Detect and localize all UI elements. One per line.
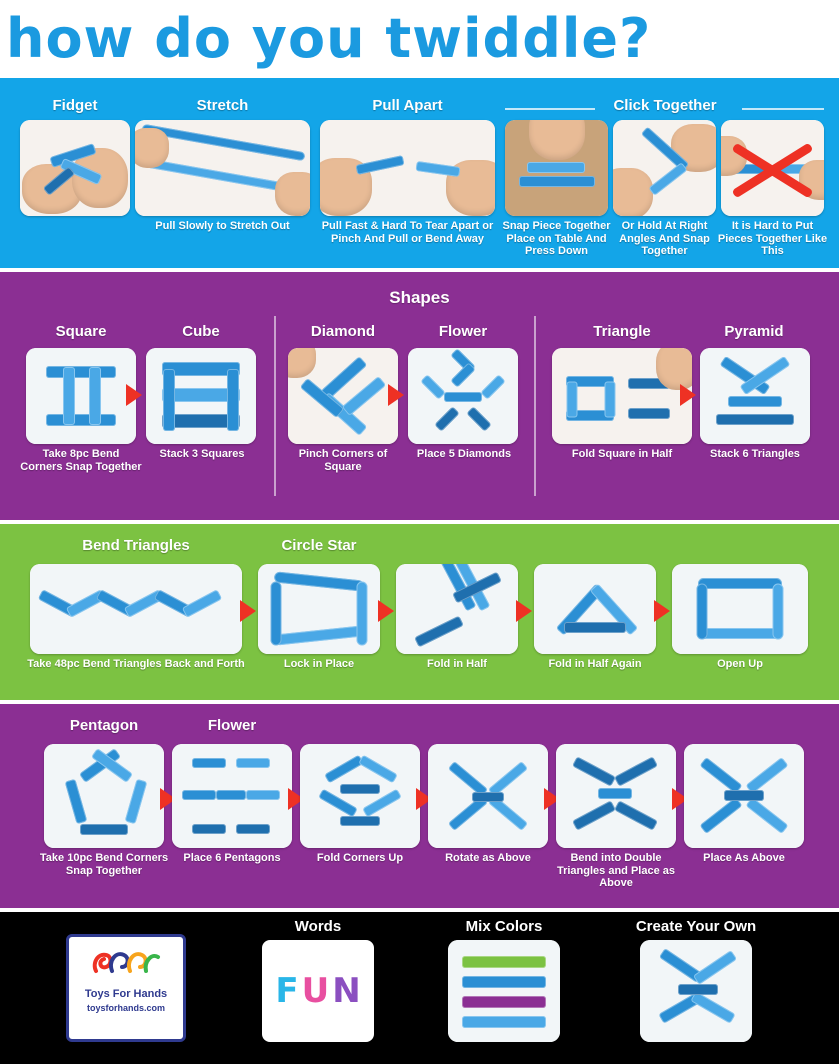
label-bend-triangles: Bend Triangles — [82, 537, 190, 554]
label-mix-colors: Mix Colors — [465, 918, 543, 935]
photo-place-as-above — [684, 744, 804, 848]
word-letter-u: U — [301, 971, 330, 1011]
section-circle-star — [0, 524, 839, 700]
label-words: Words — [294, 918, 342, 935]
photo-lock-in-place — [258, 564, 380, 654]
photo-bend-triangles — [30, 564, 242, 654]
caption-click-step-2: Or Hold At Right Angles And Snap Together — [619, 220, 710, 258]
photo-stretch-image — [135, 120, 310, 216]
label-pyramid: Pyramid — [724, 323, 784, 340]
arrow-step-3-4 — [516, 600, 532, 622]
section-shapes — [0, 272, 839, 520]
photo-fold-in-half — [396, 564, 518, 654]
caption-fold-corners-up: Fold Corners Up — [316, 852, 404, 864]
photo-lock-in-place-image — [258, 564, 380, 654]
label-pentagon: Pentagon — [69, 717, 139, 734]
photo-open-up-image — [672, 564, 808, 654]
arrow-triangle-to-pyramid — [680, 384, 696, 406]
photo-triangle — [552, 348, 692, 444]
arrow-step-4-5 — [654, 600, 670, 622]
section-footer — [0, 912, 839, 1064]
caption-stretch: Pull Slowly to Stretch Out — [155, 220, 290, 232]
photo-mix-colors — [448, 940, 560, 1042]
label-fidget: Fidget — [52, 97, 98, 114]
arrow-square-to-cube — [126, 384, 142, 406]
divider-line-left — [505, 108, 595, 110]
label-diamond: Diamond — [310, 323, 376, 340]
shapes-title: Shapes — [389, 288, 450, 307]
photo-click-step2-image — [613, 120, 716, 216]
photo-fold-in-half-again — [534, 564, 656, 654]
photo-square-image — [26, 348, 136, 444]
label-triangle: Triangle — [593, 323, 651, 340]
photo-click-step1-image — [505, 120, 608, 216]
caption-cube: Stack 3 Squares — [159, 448, 245, 460]
label-stretch: Stretch — [196, 97, 249, 114]
photo-square — [26, 348, 136, 444]
photo-place-6-pentagons-image — [172, 744, 292, 848]
caption-rotate-as-above: Rotate as Above — [445, 852, 531, 864]
toys-for-hands-logo-icon — [90, 945, 162, 979]
label-click-together: Click Together — [613, 97, 717, 114]
caption-square: Take 8pc Bend Corners Snap Together — [20, 448, 142, 473]
poster-title-bar — [0, 0, 839, 78]
photo-fold-corners-up-image — [300, 744, 420, 848]
arrow-step-1-2 — [240, 600, 256, 622]
caption-triangle: Fold Square in Half — [571, 448, 673, 460]
label-pull-apart: Pull Apart — [372, 97, 443, 114]
caption-click-step-1: Snap Piece Together Place on Table And Press Down — [502, 220, 611, 258]
photo-stretch — [135, 120, 310, 216]
photo-triangle-image — [552, 348, 692, 444]
photo-bend-double-triangles — [556, 744, 676, 848]
photo-pentagon — [44, 744, 164, 848]
photo-pyramid — [700, 348, 810, 444]
photo-bend-double-triangles-image — [556, 744, 676, 848]
photo-pull-apart-image — [320, 120, 495, 216]
photo-fidget — [20, 120, 130, 216]
photo-diamond — [288, 348, 398, 444]
divider-line-right — [742, 108, 824, 110]
caption-diamond: Pinch Corners of Square — [298, 448, 388, 473]
photo-cube — [146, 348, 256, 444]
photo-words — [262, 940, 374, 1042]
caption-lock-in-place: Lock in Place — [283, 658, 355, 670]
caption-pyramid: Stack 6 Triangles — [710, 448, 800, 460]
label-pentagon-flower: Flower — [207, 717, 257, 734]
arrow-step-2-3 — [378, 600, 394, 622]
photo-click-together-step-3 — [721, 120, 824, 216]
photo-click-step3-image — [721, 120, 824, 216]
label-circle-star: Circle Star — [281, 537, 357, 554]
photo-fold-corners-up — [300, 744, 420, 848]
caption-pull-apart: Pull Fast & Hard To Tear Apart or Pinch And Pull or Bend Away — [321, 220, 494, 245]
photo-pentagon-image — [44, 744, 164, 848]
photo-fold-in-half-again-image — [534, 564, 656, 654]
photo-place-as-above-image — [684, 744, 804, 848]
brand-url[interactable]: toysforhands.com — [86, 1003, 165, 1013]
caption-place-6-pentagons: Place 6 Pentagons — [183, 852, 281, 864]
brand-name: Toys For Hands — [84, 988, 168, 1000]
label-flower: Flower — [438, 323, 488, 340]
caption-fold-in-half: Fold in Half — [427, 658, 487, 670]
photo-pull-apart — [320, 120, 495, 216]
photo-flower-image — [408, 348, 518, 444]
section-techniques — [0, 78, 839, 268]
caption-open-up: Open Up — [717, 658, 763, 670]
photo-open-up — [672, 564, 808, 654]
caption-bend-triangles: Take 48pc Bend Triangles Back and Forth — [27, 658, 245, 670]
word-letter-f: F — [275, 971, 299, 1011]
photo-click-together-step-2 — [613, 120, 716, 216]
label-square: Square — [55, 323, 107, 340]
photo-pyramid-image — [700, 348, 810, 444]
page-title: how do you twiddle? — [6, 7, 652, 70]
section-pentagon — [0, 704, 839, 908]
photo-flower — [408, 348, 518, 444]
photo-create-your-own — [640, 940, 752, 1042]
photo-mix-colors-image — [448, 940, 560, 1042]
label-cube: Cube — [182, 323, 220, 340]
photo-fold-in-half-image — [396, 564, 518, 654]
caption-place-as-above: Place As Above — [703, 852, 785, 864]
arrow-diamond-to-flower — [388, 384, 404, 406]
photo-place-6-pentagons — [172, 744, 292, 848]
caption-bend-double-triangles: Bend into Double Triangles and Place as Above — [556, 852, 675, 890]
photo-bend-triangles-image — [30, 564, 242, 654]
photo-click-together-step-1 — [505, 120, 608, 216]
caption-fold-in-half-again: Fold in Half Again — [548, 658, 642, 670]
photo-rotate-as-above — [428, 744, 548, 848]
caption-click-step-3: It is Hard to Put Pieces Together Like This — [717, 220, 828, 258]
caption-pentagon: Take 10pc Bend Corners Snap Together — [39, 852, 169, 877]
invalid-x-icon — [721, 120, 824, 216]
photo-rotate-as-above-image — [428, 744, 548, 848]
photo-create-your-own-image — [640, 940, 752, 1042]
photo-fidget-image — [20, 120, 130, 216]
shapes-divider-1 — [274, 316, 276, 496]
shapes-divider-2 — [534, 316, 536, 496]
caption-flower: Place 5 Diamonds — [416, 448, 512, 460]
brand-logo[interactable] — [66, 934, 186, 1042]
photo-cube-image — [146, 348, 256, 444]
word-letter-n: N — [332, 971, 361, 1011]
label-create-your-own: Create Your Own — [635, 918, 757, 935]
photo-diamond-image — [288, 348, 398, 444]
